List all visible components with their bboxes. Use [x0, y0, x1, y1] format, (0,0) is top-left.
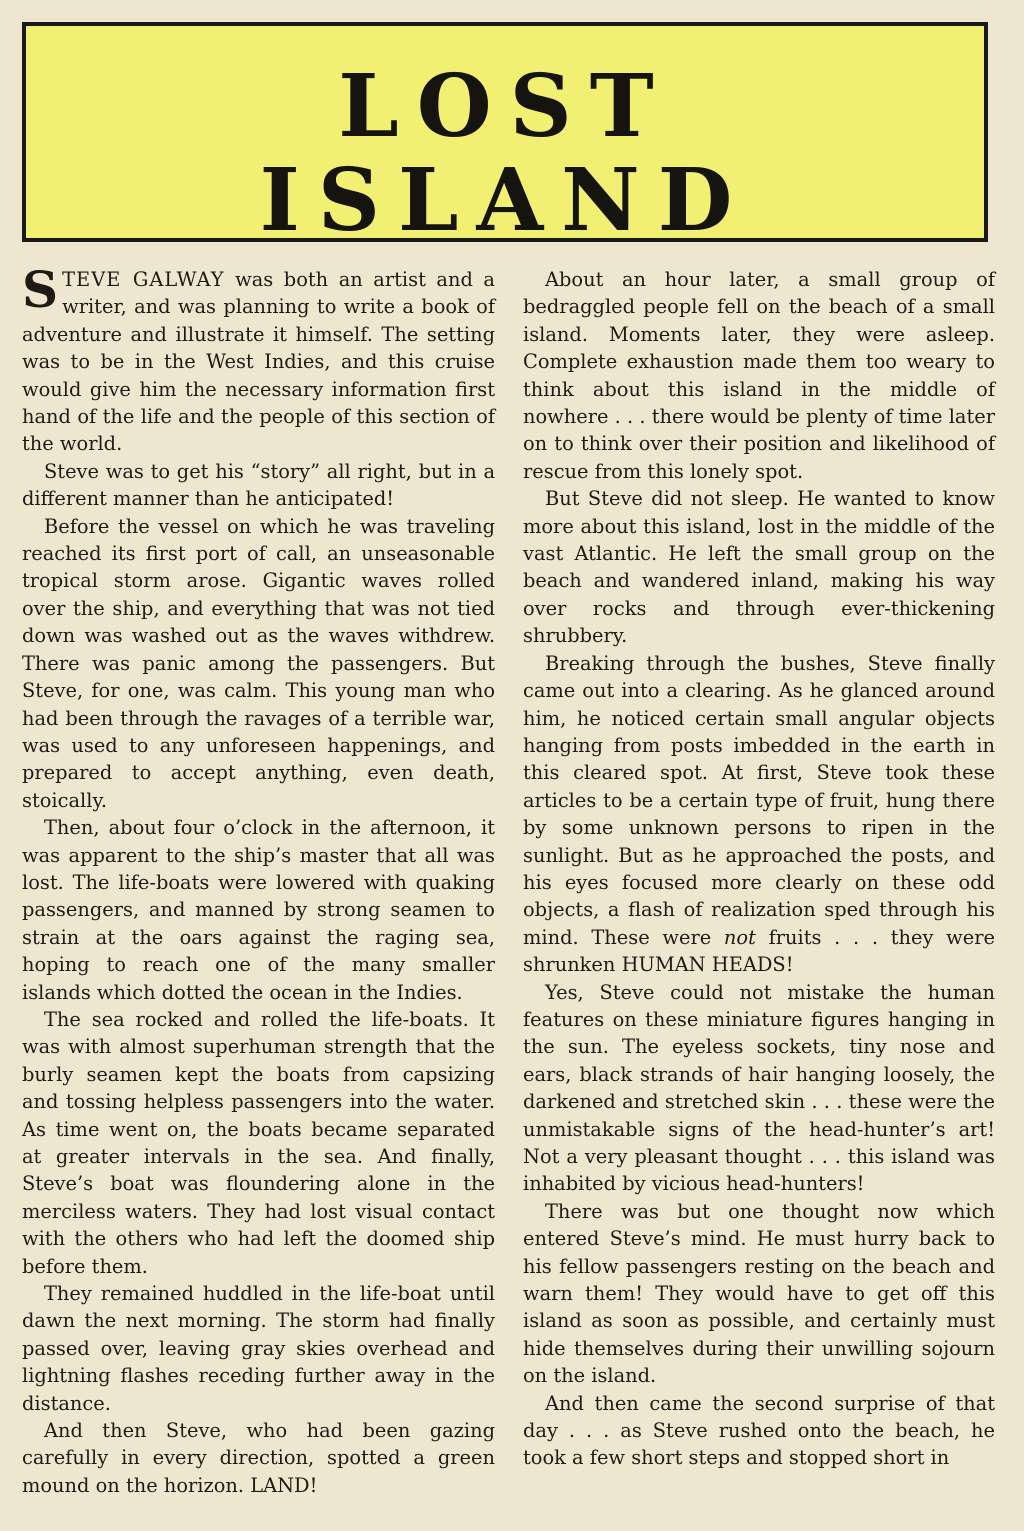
- paragraph: [523, 650, 995, 979]
- paragraph: But Steve did not sleep. He wanted to know more about this island, lost in the middle of the vast Atlantic. He left the small group on the beach and wandered inland, making his way over rocks and through ever-thickening shrubbery.: [523, 487, 995, 648]
- paragraph: And then came the second surprise of that day . . . as Steve rushed onto the beach, he took a few short steps and stopped short in: [523, 1391, 995, 1470]
- paragraph: Before the vessel on which he was traveling reached its first port of call, an unseasonable tropical storm arose. Gigantic waves rolled over the ship, and everything that was not tied down was washed out as the waves withdrew. There was panic among the passengers. But Steve, for one, was calm. This young man who had been through the ravages of a terrible war, was used to any unforeseen happenings, and prepared to accept anything, even death, stoically.: [22, 514, 495, 812]
- right-column: [523, 266, 995, 1472]
- paragraph: Steve was to get his “story” all right, but in a different manner than he anticipated!: [22, 459, 495, 511]
- paragraph: The sea rocked and rolled the life-boats. It was with almost superhuman strength that the burly seamen kept the boats from capsizing and tossing helpless passengers into the water. As time went on, the boats became separated at greater intervals in the sea. And finally, Steve’s boat was floundering alone in the merciless waters. They had lost visual contact with the others who had left the doomed ship before them.: [22, 1007, 495, 1278]
- paragraph: About an hour later, a small group of bedraggled people fell on the beach of a small island. Moments later, they were asleep. Complete exhaustion made them too weary to think about this island in the middle of nowhere . . . there would be plenty of time later on to think over their position and likelihood of rescue from this lonely spot.: [523, 268, 995, 483]
- lead-name: TEVE GALWAY: [62, 268, 225, 291]
- paragraph: Then, about four o’clock in the afternoon, it was apparent to the ship’s master that all was lost. The life-boats were lowered with quaking passengers, and manned by strong seamen to strain at the oars against the raging sea, hoping to reach one of the many smaller islands which dotted the ocean in the Indies.: [22, 816, 495, 1004]
- paragraph: There was but one thought now which entered Steve’s mind. He must hurry back to his fellow passengers resting on the beach and warn them! They would have to get off this island as soon as possible, and certainly must hide themselves during their unwilling sojourn on the island.: [523, 1199, 995, 1388]
- emphasis-text: not: [723, 925, 756, 949]
- paragraph: And then Steve, who had been gazing carefully in every direction, spotted a green mound on the horizon. LAND!: [22, 1419, 495, 1497]
- title-line-1: LOST: [338, 56, 672, 157]
- drop-cap: S: [22, 260, 59, 319]
- left-column: [22, 260, 495, 1499]
- paragraph: Yes, Steve could not mistake the human features on these miniature figures hanging in the sun. The eyeless sockets, tiny nose and ears, black strands of hair hanging loosely, the darkened and stretched skin . . . these were the unmistakable signs of the head-hunter’s art! Not a very pleasant thought . . . this island was inhabited by vicious head-hunters!: [523, 980, 995, 1196]
- paragraph-text: Breaking through the bushes, Steve finally came out into a clearing. As he glanced around him, he noticed certain small angular objects hanging from posts imbedded in the earth in this cleared spot. At first, Steve took these articles to be a certain type of fruit, hung there by some unknown persons to ripen in the sunlight. But as he approached the posts, and his eyes focused more clearly on these odd objects, a flash of realization sped through his mind. These were: [523, 651, 995, 949]
- paragraph: [22, 260, 495, 458]
- paragraph: They remained huddled in the life-boat until dawn the next morning. The storm had finally passed over, leaving gray skies overhead and lightning flashes receding further away in the distance.: [22, 1282, 495, 1415]
- paragraph-text: was both an artist and a writer, and was planning to write a book of adventure and illustrate it himself. The setting was to be in the West Indies, and this cruise would give him the necessary information first hand of the life and the people of this section of the world.: [22, 268, 495, 456]
- paragraph-text: fruits . . . they were shrunken HUMAN HEADS!: [523, 925, 995, 977]
- title-banner: [22, 22, 988, 251]
- title-line-2: ISLAND: [259, 150, 751, 251]
